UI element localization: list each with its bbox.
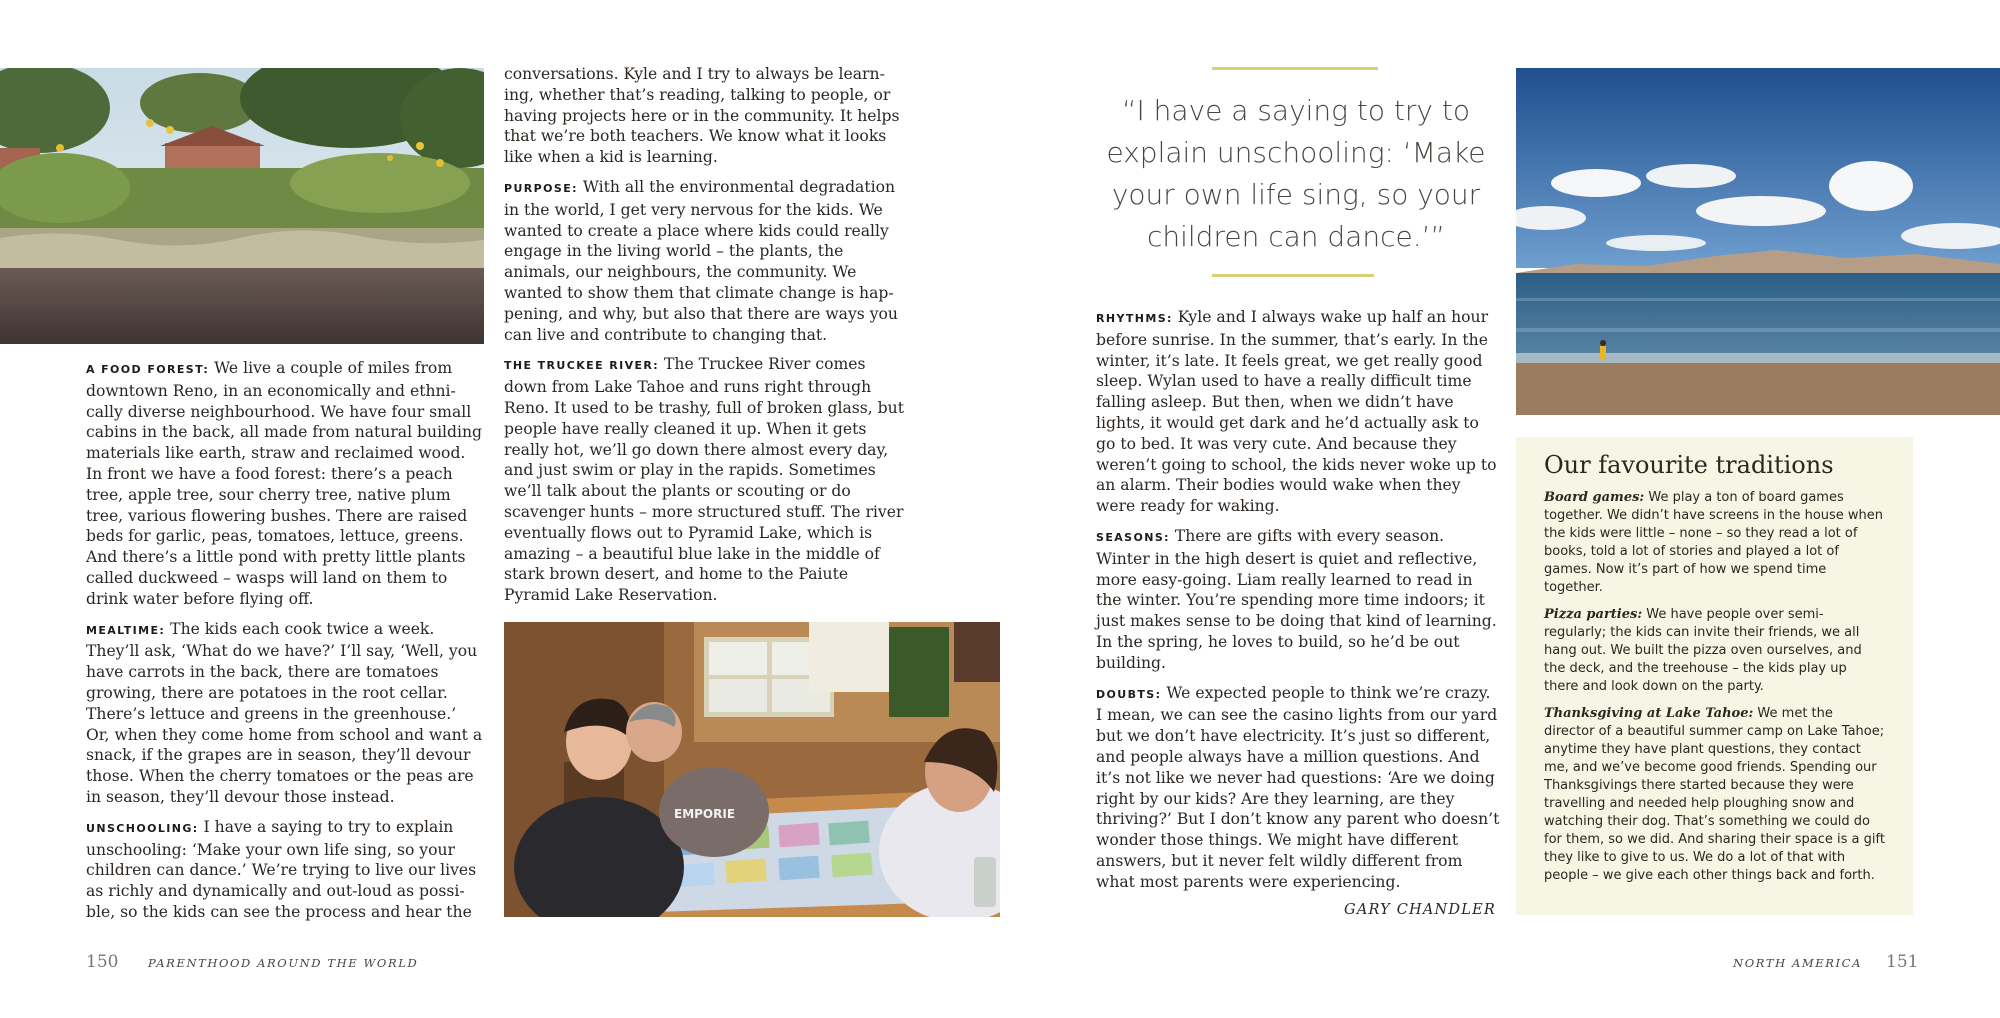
doubts-lead: DOUBTS: [1096,687,1162,701]
doubts-paragraph [1096,683,1500,893]
food-forest-text: We live a couple of miles from downtown Reno, in an economically and ethnically diverse neighbourhood. We have four small cabins in the back, all made from natural building materials like earth, straw and reclaimed wood. In front we have a food forest: there’s a peach tree, apple tree, sour cherry tree, native plum tree, various flowering bushes. There are raised beds for garlic, peas, tomatoes, lettuce, greens. And there’s a little pond with pretty little plants called duckweed – wasps will land on them to drink water before flying off. [86,359,483,608]
sidebar-item-lead: Board games: [1544,490,1645,505]
left-running-head: PARENTHOOD AROUND THE WORLD [148,956,419,970]
left-page-number: 150 [86,952,119,972]
sidebar-item [1544,606,1885,696]
sidebar-item-text: We have people over semi-regularly; the kids can invite their friends, we all hang out. We built the pizza oven ourselves, and the deck, and the treehouse – the kids play up there and look down on the party. [1544,607,1862,694]
doubts-text: We expected people to think we’re crazy. I mean, we can see the casino lights from our yard but we don’t have electricity. It’s just so different, and people always have a million questions. And it’s not like we never had questions: ‘Are we doing right by our kids? Are they learning, are they thriving?’ But I don’t know any parent who doesn’t wonder those things. We might have different answers, but it never felt wildly different from what most parents were experiencing. [1096,683,1500,891]
continuation-paragraph: conversations. Kyle and I try to always be learning, whether that’s reading, talking to people, or having projects here or in the community. It helps that we’re both teachers. We know what it looks like when a kid is learning. [504,65,900,167]
unschooling-text: I have a saying to try to explain unschooling: ‘Make your own life sing, so your children can dance.’ We’re trying to live our lives as richly and dynamically and out-loud as possible, so the kids can see the process and hear the [86,817,477,921]
garden-photo-graphic [0,68,484,344]
garden-photo [0,68,484,344]
quote-bottom-rule [1212,274,1374,277]
seasons-text: There are gifts with every season. Winter in the high desert is quiet and reflective, more easy-going. Liam really learned to read in the winter. You’re spending more time indoors; it just makes sense to be doing that kind of learning. In the spring, he loves to build, so he’d be out building. [1096,526,1497,672]
mealtime-text: The kids each cook twice a week. They’ll ask, ‘What do we have?’ I’ll say, ‘Well, you have carrots in the back, there are tomatoes growing, there are potatoes in the root cellar. There’s lettuce and greens in the greenhouse.’ Or, when they come home from school and want a snack, if the grapes are in season, they’ll devour those. When the cherry tomatoes or the peas are in season, they’ll devour those instead. [86,619,483,806]
lake-photo-graphic [1516,68,2000,415]
rhythms-text: Kyle and I always wake up half an hour before sunrise. In the summer, that’s early. In the winter, it’s late. It feels great, we get really good sleep. Wylan used to have a really difficult time falling asleep. But then, when we didn’t have lights, it would get dark and he’d actually ask to go to bed. It was very cute. And because they weren’t going to school, the kids never woke up to an alarm. Their bodies would wake when they were ready for waking. [1096,308,1497,516]
sidebar-title: Our favourite traditions [1544,451,1834,479]
seasons-paragraph [1096,526,1500,674]
truckee-river-paragraph [504,354,904,606]
traditions-sidebar [1516,437,1913,915]
purpose-text: With all the environmental degradation in the world, I get very nervous for the kids. We wanted to create a place where kids could really engage in the living world – the plants, the animals, our neighbours, the community. We wanted to show them that climate change is happening, and why, but also that there are ways you can live and contribute to changing that. [504,177,898,344]
board-game-photo-graphic [504,622,1000,917]
right-page-number: 151 [1886,952,1919,972]
sidebar-item [1544,705,1885,885]
mealtime-lead: MEALTIME: [86,623,166,637]
sidebar-body [1544,489,1885,885]
food-forest-paragraph [86,358,484,610]
left-column-1 [86,358,484,932]
unschooling-lead: UNSCHOOLING: [86,821,199,835]
sidebar-item-text: We met the director of a beautiful summer camp on Lake Tahoe; anytime they have plant questions, they contact me, and we’ve become good friends. Spending our Thanksgivings there started because they were travelling and needed help ploughing snow and watching their dog. That’s something we could do for them, so we did. And sharing their space is a gift they like to give to us. We do a lot of that with people – we give each other things back and forth. [1544,706,1885,883]
right-column [1096,307,1500,902]
pull-quote: “I have a saying to try to explain unschooling: ‘Make your own life sing, so your children can dance.’” [1106,94,1486,253]
shirt-text: EMPORIE [674,807,736,821]
mealtime-paragraph [86,619,484,808]
truckee-river-lead: THE TRUCKEE RIVER: [504,359,660,373]
rhythms-lead: RHYTHMS: [1096,312,1173,325]
purpose-lead: PURPOSE: [504,181,578,195]
quote-top-rule [1212,67,1378,70]
right-running-head: NORTH AMERICA [1733,956,1862,970]
lake-photo [1516,68,2000,415]
rhythms-paragraph [1096,307,1500,517]
seasons-lead: SEASONS: [1096,530,1170,544]
unschooling-paragraph [86,817,484,923]
sidebar-item-lead: Thanksgiving at Lake Tahoe: [1544,706,1754,721]
sidebar-item [1544,489,1885,597]
sidebar-item-text: We play a ton of board games together. We didn’t have screens in the house when the kids were little – none – so they read a lot of books, told a lot of stories and played a lot of games. Now it’s part of how we spend time together. [1544,490,1884,595]
truckee-river-text: The Truckee River comes down from Lake Tahoe and runs right through Reno. It used to be trashy, full of broken glass, but people have really cleaned it up. When it gets really hot, we’ll go down there almost every day, and just swim or play in the rapids. Sometimes we’ll talk about the plants or scouting or do scavenger hunts – more structured stuff. The river eventually flows out to Pyramid Lake, which is amazing – a beautiful blue lake in the middle of stark brown desert, and home to the Paiute Pyramid Lake Reservation. [504,355,904,605]
board-game-photo [504,622,1000,917]
left-column-2 [504,64,904,615]
sidebar-item-lead: Pizza parties: [1544,607,1643,622]
food-forest-lead: A FOOD FOREST: [86,363,210,376]
author-credit: GARY CHANDLER [1344,902,1496,918]
purpose-paragraph [504,177,904,345]
